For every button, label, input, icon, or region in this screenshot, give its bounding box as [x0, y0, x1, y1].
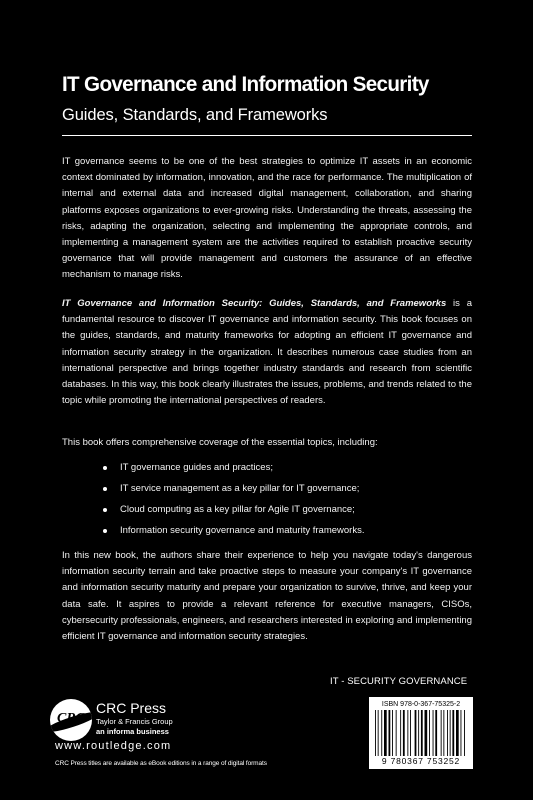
title-divider [62, 135, 472, 136]
barcode-bar [443, 710, 444, 756]
list-item-text: IT service management as a key pillar for IT governance; [120, 483, 360, 494]
bullet-icon [103, 508, 107, 512]
barcode-bar [403, 710, 405, 756]
paragraph-2-text: is a fundamental resource to discover IT governance and information security. This book focuses on the guides, standards, and maturity frameworks for adopting an efficient IT governance and information security strategy in the organization. It describes numerous case studies from an international perspective and brings together industry standards and research from scientific databases. In this way, this book clearly illustrates the issues, problems, and trends related to the topic while promoting the international perspectives of readers. [62, 298, 472, 407]
description-paragraph-2 [62, 296, 472, 409]
barcode-bar [415, 710, 417, 756]
barcode-digits: 9 780367 753252 [381, 756, 461, 766]
list-item-text: IT governance guides and practices; [120, 462, 273, 473]
list-item [103, 461, 483, 482]
barcode-bar [461, 710, 462, 756]
barcode-bar [400, 710, 401, 756]
isbn-number: ISBN 978-0-367-75325-2 [381, 701, 461, 708]
description-paragraph-4: In this new book, the authors share their experience to help you navigate today's dangerous information security terrain and take proactive steps to measure your company's IT governance and information security maturity and prepare your organization to survive, thrive, and keep your data safe. It aspires to provide a relevant reference for executive managers, CISOs, cybersecurity professionals, engineers, and researchers interested in exploring and implementing efficient IT governance and information security strategies. [62, 550, 472, 643]
publisher-name: CRC Press [96, 700, 167, 716]
ebook-note: CRC Press titles are available as eBook editions in a range of digital formats [55, 760, 267, 767]
barcode-bar [425, 710, 428, 756]
list-item [103, 524, 483, 545]
barcode-panel [369, 697, 473, 769]
barcode-bar [433, 710, 434, 756]
barcode-icon [375, 710, 467, 756]
barcode-bar [429, 710, 430, 756]
crc-logo-icon [50, 699, 92, 741]
barcode-bar [447, 710, 448, 756]
topics-list [103, 461, 483, 545]
list-item-text: Information security governance and maturity frameworks. [120, 525, 365, 536]
book-subtitle: Guides, Standards, and Frameworks [62, 106, 328, 124]
subject-category: IT - SECURITY GOVERNANCE [330, 676, 468, 687]
list-item-text: Cloud computing as a key pillar for Agile IT governance; [120, 504, 355, 515]
publisher-informa: an informa business [96, 727, 169, 736]
bullet-icon [103, 487, 107, 491]
bullet-icon [103, 466, 107, 470]
barcode-bar [456, 710, 459, 756]
barcode-bar [381, 710, 382, 756]
barcode-bar [375, 710, 376, 756]
barcode-bar [464, 710, 465, 756]
topics-intro: This book offers comprehensive coverage of the essential topics, including: [62, 437, 378, 448]
barcode-bar [435, 710, 437, 756]
barcode-bar [410, 710, 411, 756]
barcode-bar [389, 710, 391, 756]
barcode-bar [421, 710, 423, 756]
publisher-group: Taylor & Francis Group [96, 717, 173, 726]
publisher-website[interactable]: www.routledge.com [55, 740, 172, 752]
list-item [103, 503, 483, 524]
list-item [103, 482, 483, 503]
bullet-icon [103, 529, 107, 533]
book-title: IT Governance and Information Security [62, 72, 429, 96]
logo-text: CRC [56, 711, 85, 726]
barcode-bar [441, 710, 442, 756]
barcode-bar [452, 710, 454, 756]
description-paragraph-1: IT governance seems to be one of the best strategies to optimize IT assets in an economic context dominated by information, innovation, and the race for performance. The multiplication of internal and external data and increased digital management, collaboration, and sharing platforms exposes organizations to ever-growing risks. Understanding the threats, assessing the risks, adapting the organization, selecting and implementing the appropriate controls, and implementing a management system are the activities required to establish proactive security governance that will provide management and customers the assurance of an effective mechanism to manage risks. [62, 156, 472, 281]
barcode-bar [407, 710, 408, 756]
barcode-bar [396, 710, 397, 756]
barcode-bar [378, 710, 379, 756]
barcode-bar [384, 710, 387, 756]
barcode-bar [418, 710, 419, 756]
book-title-emphasis: IT Governance and Information Security: Guides, Standards, and Frameworks [62, 298, 447, 309]
barcode-bar [450, 710, 451, 756]
barcode-bar [392, 710, 393, 756]
